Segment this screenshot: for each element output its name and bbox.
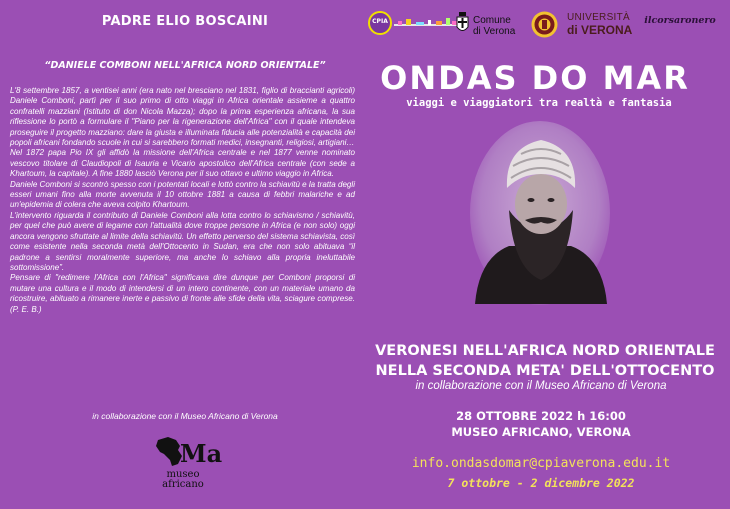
museo-logo-line1: museo bbox=[166, 469, 200, 480]
museo-africano-logo bbox=[150, 434, 223, 490]
article-title: “DANIELE COMBONI NELL'AFRICA NORD ORIENTALE” bbox=[44, 60, 326, 71]
event-place: MUSEO AFRICANO, VERONA bbox=[451, 425, 631, 439]
comune-verona-logo bbox=[456, 10, 528, 40]
article-paragraph: L'8 settembre 1857, a ventisei anni (era nato nel bresciano nel 1831, figlio di braccianti agricoli) Daniele Comboni, partì per il suo primo di otto viaggi in Africa orientale assieme a quattro confratelli mazziani (Istituto di don Nicola Mazza); dopo la prima esperienza africana, la sua riflessione lo portò a formulare il "Piano per la rigenerazione dell'Africa" con il quale intendeva proseguire il progetto mazziano: dare la giusta e illuminata fiducia alle potenzialità e capacità dei popoli africani fondando scuole in cui si sarebbero formati medici, insegnanti, religiosi, artigiani… bbox=[10, 86, 355, 148]
cpia-logo bbox=[368, 10, 462, 38]
collaboration-note-left: in collaborazione con il Museo Africano di Verona bbox=[92, 411, 278, 421]
comune-logo-line2: di Verona bbox=[473, 26, 516, 37]
event-period: 7 ottobre - 2 dicembre 2022 bbox=[447, 476, 635, 490]
author-name: PADRE ELIO BOSCAINI bbox=[101, 14, 269, 29]
event-title: ONDAS DO MAR bbox=[380, 59, 690, 97]
article-paragraph: Nel 1872 papa Pio IX gli affidò la missione dell'Africa centrale e nel 1877 venne nominato vescovo titolare di Claudiopoli di Isauria e Vicario apostolico dell'Africa centrale (con sede a Khartoum, la capitale). A fine 1880 lasciò Verona per il suo ottavo e ultimo viaggio in Africa. bbox=[10, 148, 355, 179]
museo-mark-text: Ma bbox=[180, 439, 223, 468]
cpia-logo-text: CPIA bbox=[372, 18, 388, 25]
verona-crest-icon bbox=[456, 12, 469, 34]
article-paragraph: Pensare di "redimere l'Africa con l'Africa" significava dire dunque per Comboni proporsi di mutare una cultura e il modo di intendersi di un intero continente, con un materiale umano da ricostruire, abituato a rimanere inerte e passivo di fronte alle sfide della vita, sciagure comprese. (P. E. B.) bbox=[10, 273, 355, 314]
city-skyline-icon bbox=[394, 18, 460, 28]
contact-email[interactable]: info.ondasdomar@cpiaverona.edu.it bbox=[411, 456, 671, 471]
event-headline-line1: VERONESI NELL'AFRICA NORD ORIENTALE bbox=[375, 343, 715, 359]
university-logo-line1: UNIVERSITÀ bbox=[567, 12, 631, 23]
article-paragraph: L'intervento riguarda il contributo di Daniele Comboni alla lotta contro lo schiavismo / schiavitù, per quel che può avere di legame con l'attualità dove troppe persone in Africa (e non solo) oggi ancora vengono sfruttate al limite della schiavitù. Un effetto perverso del sistema schiavista, così come esistente nella seconda metà dell'Ottocento in Sudan, era che non solo abituava “il padrone a sentirsi moralmente superiore, ma anche lo schiavo alla propria ineluttabile sottomissione”. bbox=[10, 210, 355, 272]
university-logo-line2: di VERONA bbox=[567, 23, 633, 37]
corsaro-nero-logo: ilcorsaronero bbox=[644, 15, 716, 26]
university-seal-icon bbox=[531, 11, 558, 38]
event-subtitle: viaggi e viaggiatori tra realtà e fantasia bbox=[406, 97, 672, 109]
event-headline-line2: NELLA SECONDA META' DELL'OTTOCENTO bbox=[375, 363, 715, 379]
collaboration-note-right: in collaborazione con il Museo Africano di Verona bbox=[415, 380, 667, 392]
comune-logo-line1: Comune bbox=[473, 15, 511, 26]
universita-verona-logo bbox=[531, 9, 641, 41]
article-body bbox=[10, 86, 355, 315]
left-panel bbox=[0, 0, 360, 509]
article-paragraph: Daniele Comboni si scontrò spesso con i potentati locali e lottò contro la schiavitù e la tratta degli esseri umani fino alla morte avvenuta il 10 ottobre 1881 a causa di febbri malariche e ad un'epidemia di colera che aveva colpito Khartoum. bbox=[10, 179, 355, 210]
museo-logo-line2: africano bbox=[162, 479, 204, 490]
event-date-time: 28 OTTOBRE 2022 h 16:00 bbox=[456, 409, 626, 423]
comboni-portrait-image bbox=[469, 118, 612, 304]
africa-map-icon bbox=[150, 434, 223, 468]
